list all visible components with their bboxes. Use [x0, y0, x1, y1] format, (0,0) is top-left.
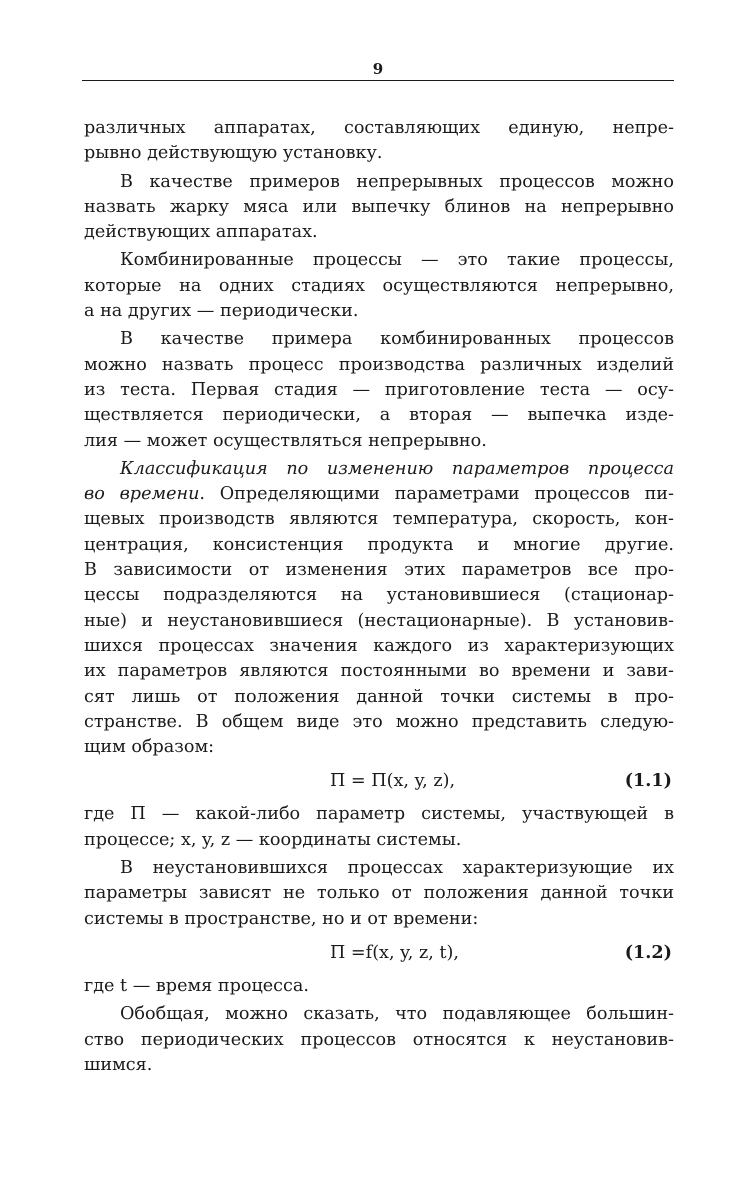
paragraph-9: [84, 1002, 674, 1078]
paragraph-2: [84, 170, 674, 246]
text-line: странстве. В общем виде это можно представить следую-: [84, 711, 674, 732]
text-line: из теста. Первая стадия — приготовление теста — осу-: [84, 379, 674, 400]
text-line: назвать жарку мяса или выпечку блинов на непрерывно: [84, 196, 674, 217]
text-line: ные) и неустановившиеся (нестационарные). В установив-: [84, 610, 674, 631]
text-line: цессы подразделяются на установившиеся (стационар-: [84, 585, 674, 606]
text-line: параметры зависят не только от положения данной точки: [84, 883, 674, 904]
text-line: В зависимости от изменения этих параметров все про-: [84, 560, 674, 581]
text-line: щевых производств являются температура, скорость, кон-: [84, 509, 674, 530]
text-line: В качестве примера комбинированных процессов: [120, 329, 674, 350]
paragraph-8: [84, 974, 674, 999]
formula-expression: П =f(x, y, z, t),: [330, 942, 459, 963]
text-line: ществляется периодически, а вторая — выпечка изде-: [84, 405, 674, 426]
paragraph-5: [84, 457, 674, 761]
text-fragment: . Определяющими параметрами процессов пи-: [199, 484, 674, 505]
text-line: центрация, консистенция продукта и многие другие.: [84, 534, 674, 555]
formula-1-1: [84, 764, 674, 798]
text-line: где П — какой-либо параметр системы, участвующей в: [84, 804, 674, 825]
text-line: шимся.: [84, 1054, 153, 1075]
text-line: их параметров являются постоянными во времени и зави-: [84, 661, 674, 682]
body-text: [84, 116, 674, 1081]
text-line: шихся процессах значения каждого из характеризующих: [84, 635, 674, 656]
section-heading-italic: Классификация по изменению параметров процесса: [120, 458, 674, 479]
text-line: лия — может осуществляться непрерывно.: [84, 430, 487, 451]
text-line: В неустановившихся процессах характеризующие их: [120, 858, 674, 879]
text-line: Обобщая, можно сказать, что подавляющее большин-: [120, 1004, 674, 1025]
text-line: системы в пространстве, но и от времени:: [84, 908, 479, 929]
text-line: ство периодических процессов относятся к неустановив-: [84, 1029, 674, 1050]
paragraph-6: [84, 802, 674, 853]
text-line: рывно действующую установку.: [84, 143, 383, 164]
paragraph-3: [84, 248, 674, 324]
text-line: Комбинированные процессы — это такие процессы,: [120, 250, 674, 271]
section-heading-italic-end: во времени: [84, 484, 200, 505]
text-line: которые на одних стадиях осуществляются непрерывно,: [84, 275, 674, 296]
paragraph-7: [84, 856, 674, 932]
text-line: [84, 482, 674, 507]
paragraph-4: [84, 327, 674, 453]
formula-1-2: [84, 936, 674, 970]
formula-number: (1.1): [624, 770, 672, 792]
text-line: где t — время процесса.: [84, 975, 309, 996]
text-line: В качестве примеров непрерывных процессов можно: [120, 171, 674, 192]
text-line: а на других — периодически.: [84, 301, 359, 322]
text-line: можно назвать процесс производства различных изделий: [84, 354, 674, 375]
page-number: 9: [372, 60, 384, 78]
formula-number: (1.2): [624, 941, 672, 963]
paragraph-1: [84, 116, 674, 167]
text-line: щим образом:: [84, 737, 215, 758]
text-line: процессе; x, y, z — координаты системы.: [84, 829, 462, 850]
text-line: сят лишь от положения данной точки системы в про-: [84, 686, 674, 707]
text-line: действующих аппаратах.: [84, 222, 318, 243]
text-line: различных аппаратах, составляющих единую, непре-: [84, 118, 674, 138]
formula-expression: П = П(x, y, z),: [330, 771, 456, 792]
header-rule: [82, 80, 674, 81]
